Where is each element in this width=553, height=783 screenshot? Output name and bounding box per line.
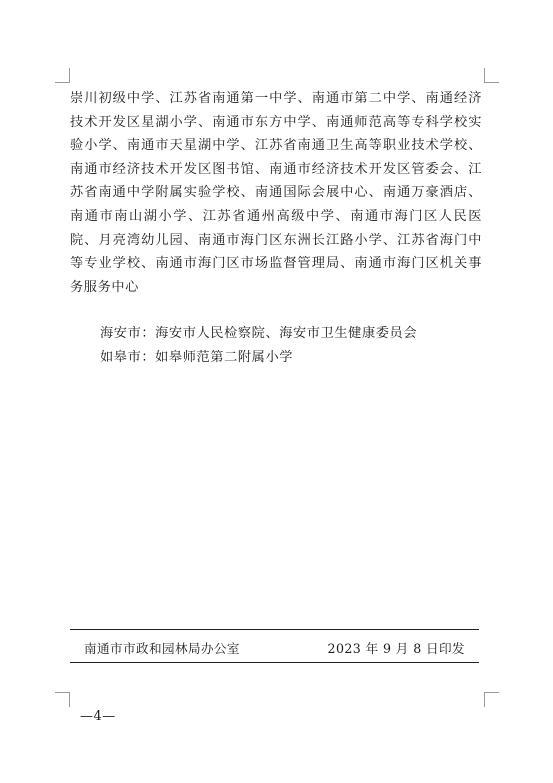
- issuing-office: 南通市市政和园林局办公室: [84, 641, 240, 656]
- footer-bottom-rule: [70, 662, 479, 663]
- crop-mark-bottom-right: [484, 692, 499, 707]
- haian-recipients-line: 海安市：海安市人民检察院、海安市卫生健康委员会: [100, 326, 418, 341]
- crop-mark-bottom-left: [55, 692, 70, 707]
- rugao-recipients-line: 如皋市：如皋师范第二附属小学: [100, 350, 294, 365]
- organization-list-paragraph: 崇川初级中学、江苏省南通第一中学、南通市第二中学、南通经济技术开发区星湖小学、南通市东方中学、南通师范高等专科学校实验小学、南通市天星湖中学、江苏省南通卫生高等职业技术学校、南通市经济技术开发区图书馆、南通市经济技术开发区管委会、江苏省南通中学附属实验学校、南通国际会展中心、南通万豪酒店、南通市南山湖小学、江苏省通州高级中学、南通市海门区人民医院、月亮湾幼儿园、南通市海门区东洲长江路小学、江苏省海门中等专业学校、南通市海门区市场监督管理局、南通市海门区机关事务服务中心: [70, 91, 482, 295]
- issue-date: 2023 年 9 月 8 日印发: [327, 641, 465, 656]
- crop-mark-top-left: [55, 68, 70, 83]
- page-number: —4—: [80, 709, 116, 724]
- crop-mark-top-right: [484, 68, 499, 83]
- footer-top-rule: [70, 629, 479, 630]
